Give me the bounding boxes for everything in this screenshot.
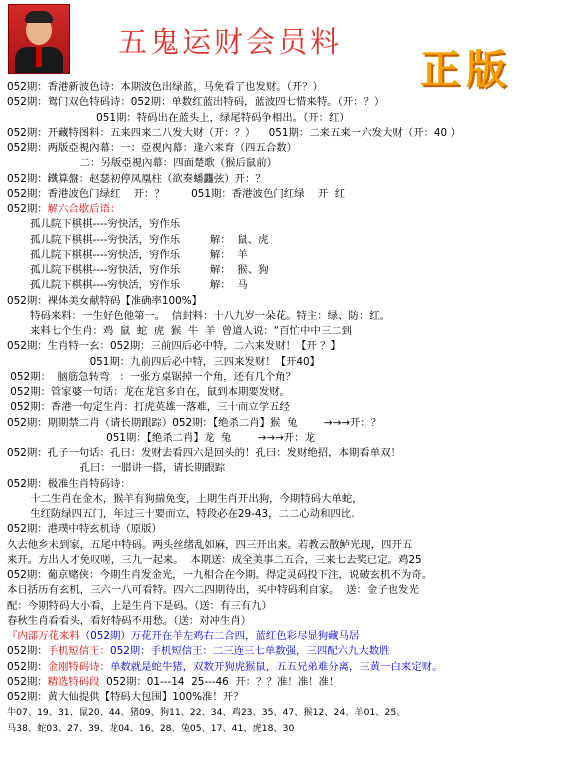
- text-line: [7, 721, 572, 736]
- text-line: [7, 233, 572, 248]
- line-text: 052期：期期禁二肖（请长期跟踪）052期：【绝杀二肖】猴 兔 →→→开：？: [7, 416, 382, 429]
- line-text: 052期：生肖特一玄：052期：三前四后必中特，二六来发财！【开 ？】: [7, 340, 341, 353]
- line-text: 052期： 脑筋急转弯 ：一张方桌锯掉一个角，还有几个角？: [7, 370, 297, 383]
- line-text: 孤儿院下棋棋----穷快活，穷作乐: [7, 218, 181, 231]
- text-line: [7, 568, 572, 583]
- line-text: 本日括历有玄机，三六一八可看特。四六二四期待出，买中特码利自家。 送：金子也发光: [7, 584, 419, 597]
- text-line: [7, 278, 572, 293]
- line-text: 十二生肖在金木，猴羊有狗揣免变，上期生肖开出狗，今期特码大单蛇，: [7, 492, 363, 505]
- genuine-stamp: 正版: [420, 47, 512, 93]
- text-line: [7, 263, 572, 278]
- text-line: [7, 522, 572, 537]
- line-text: 春秋生肖看看头，看好特码不用愁。（送：对冲生肖）: [7, 614, 252, 627]
- line-text: 052期：两版亞視內幕：一：亞視內幕：逢六来育（四五合数）: [7, 142, 297, 154]
- line-text: 配：今期特码大小看，上是生肖下是码。（送：有三有九）: [7, 599, 272, 612]
- line-text: 052期：管家婆一句话：龙在龙宫多自在，鼠到本期要发财。: [7, 386, 290, 398]
- text-line: [7, 583, 572, 598]
- line-text: 052期：开藏特图料：五来四来二八发大财（开：？） 051期：二来五来一六发大财（开：40 ）: [7, 126, 461, 139]
- text-line: [7, 538, 572, 553]
- text-line: [7, 294, 572, 309]
- line-text: 052期：香港新波色诗：本期波色出绿蓝，马免看了也发财。（开？）: [7, 81, 323, 93]
- text-line: [7, 187, 572, 202]
- text-line: [7, 80, 572, 95]
- line-text: 久去他乡未到家，五尾中特码。两头丝绪乱如麻，四三开出来。若教云散鲈光现，四开五: [7, 538, 413, 551]
- text-line: [7, 217, 572, 232]
- text-line: [7, 675, 572, 690]
- line-detail: （052期）万花开在羊左鸡右二合四，蓝红色彩尽显狗藏马居: [79, 630, 360, 642]
- line-highlight: 解六合歇后语：: [47, 203, 121, 215]
- text-line: [7, 416, 572, 431]
- line-text: 052期：: [7, 660, 48, 673]
- line-text: 052期：: [7, 645, 48, 658]
- text-line: [7, 507, 572, 522]
- line-highlight: 『内部万花来料: [7, 630, 80, 642]
- text-line: [7, 690, 572, 705]
- line-extra: 052期：01---14 25---46 开：？？准！准！准！: [99, 675, 340, 688]
- line-text: 来料七个生肖：鸡 鼠 蛇 虎 猴 牛 羊 曾道人说：“百忙中中三二到: [7, 325, 352, 337]
- page-title: 五鬼运财会员料: [118, 25, 343, 59]
- text-line: [7, 461, 572, 476]
- line-text: 052期：鐵算盤：赵瑟初停凤凰柱（欲奏蟠龘弦）开：？: [7, 172, 266, 185]
- line-text: 051期：【绝杀二肖】龙 兔 →→→开：龙: [7, 431, 315, 444]
- text-line: [7, 492, 572, 507]
- text-line: [7, 370, 572, 385]
- line-text: 052期：葡京赌侠：今期生肖发金光，一九相合在今期。得定灵码投下注，说破玄机不为奇。: [7, 569, 433, 581]
- text-line: [7, 202, 572, 217]
- text-line: [7, 95, 572, 110]
- text-line: [7, 309, 572, 324]
- text-line: [7, 400, 572, 415]
- line-text: 孤儿院下棋棋----穷快活，穷作乐 解： 猴、狗: [7, 264, 269, 276]
- line-text: 052期：港璞中特玄机诗（原版）: [7, 523, 162, 536]
- text-line: [7, 126, 572, 141]
- line-text: 马38、蛇03、27、39、龙04、16、28、兔05、17、41、虎18、30: [7, 722, 295, 734]
- line-text: 052期：黄大仙提供【特码大包围】100%准！开？: [7, 691, 244, 703]
- text-line: [7, 446, 572, 461]
- line-text: 052期：: [7, 203, 48, 215]
- line-text: 二：另版亞視內幕：四面楚歌（猴后鼠前）: [7, 157, 278, 170]
- line-text: 孤儿院下棋棋----穷快活，穷作乐 解： 马: [7, 279, 248, 292]
- line-text: 051期：九前四后必中特，三四来发财！【开40】: [7, 355, 321, 368]
- line-text: 来开。方出人才免叹嗟，三九一起来。 本期送：成全美事二五合，三来七去奖已定。鸡25: [7, 553, 422, 566]
- line-text: 特码来料：一生好色他第一。 信封料：十八九岁一朵花。特主：绿、防：红。: [7, 309, 391, 322]
- text-line: [7, 660, 572, 675]
- text-line: [7, 644, 572, 659]
- text-line: [7, 614, 572, 629]
- text-line: [7, 553, 572, 568]
- text-line: [7, 141, 572, 156]
- text-line: [7, 599, 572, 614]
- author-photo: [8, 4, 70, 74]
- line-text: 052期：鸳门双色特码诗：052期：单数红蓝出特码，蓝波四七惜来特。（开：？）: [7, 96, 385, 109]
- line-detail: 052期：手机短信王：二三连三七单数强，三四配六九大数胜: [109, 645, 390, 658]
- line-text: 孔曰：一腊讲一搭，请长期跟踪: [7, 462, 226, 475]
- line-text: 052期：香港波色门绿红 开：？ 051期：香港波色门红绿 开 红: [7, 187, 346, 200]
- text-line: [7, 339, 572, 354]
- text-line: [7, 324, 572, 339]
- line-text: 052期：裸体美女献特码【准确率100%】: [7, 294, 203, 307]
- text-line: [7, 477, 572, 492]
- line-detail: 单数就是蛇牛猪，双数开狗虎猴鼠，五五兄弟难分离，三黄一白来定财。: [109, 660, 443, 673]
- text-line: [7, 248, 572, 263]
- line-text: 牛07、19、31、鼠20、44、猪09、狗11、22、34、鸡23、35、47、猴12、24、羊01、25、: [7, 707, 406, 719]
- line-highlight: 金刚特码诗：: [47, 660, 110, 673]
- line-highlight: 精选特码段: [47, 675, 100, 688]
- line-highlight: 手机短信王：: [47, 645, 110, 658]
- line-text: 052期：孔子一句话：孔曰：发财去看四六是回头的！孔曰：发财绝招，本期看单双！: [7, 447, 401, 459]
- document-body: [7, 80, 572, 736]
- line-text: 孤儿院下棋棋----穷快活，穷作乐 解： 羊: [7, 248, 248, 261]
- text-line: [7, 111, 572, 126]
- text-line: [7, 355, 572, 370]
- text-line: [7, 385, 572, 400]
- text-line: [7, 705, 572, 720]
- line-text: 孤儿院下棋棋----穷快活，穷作乐 解： 鼠、虎: [7, 233, 269, 246]
- text-line: [7, 629, 572, 644]
- line-text: 052期：极准生肖特码诗：: [7, 477, 131, 490]
- line-text: 052期：香港一句定生肖：打虎英雄一落难，三十而立学五经: [7, 401, 290, 414]
- line-text: 052期：: [7, 675, 48, 688]
- line-text: 051期：特码出在蓝头上，绿尾特码争相出。（开：红）: [7, 111, 350, 124]
- text-line: [7, 156, 572, 171]
- text-line: [7, 172, 572, 187]
- line-text: 生红防绿四五门，年过三十要而立，特段必在29-43，二二心动和四比.: [7, 508, 355, 520]
- text-line: [7, 431, 572, 446]
